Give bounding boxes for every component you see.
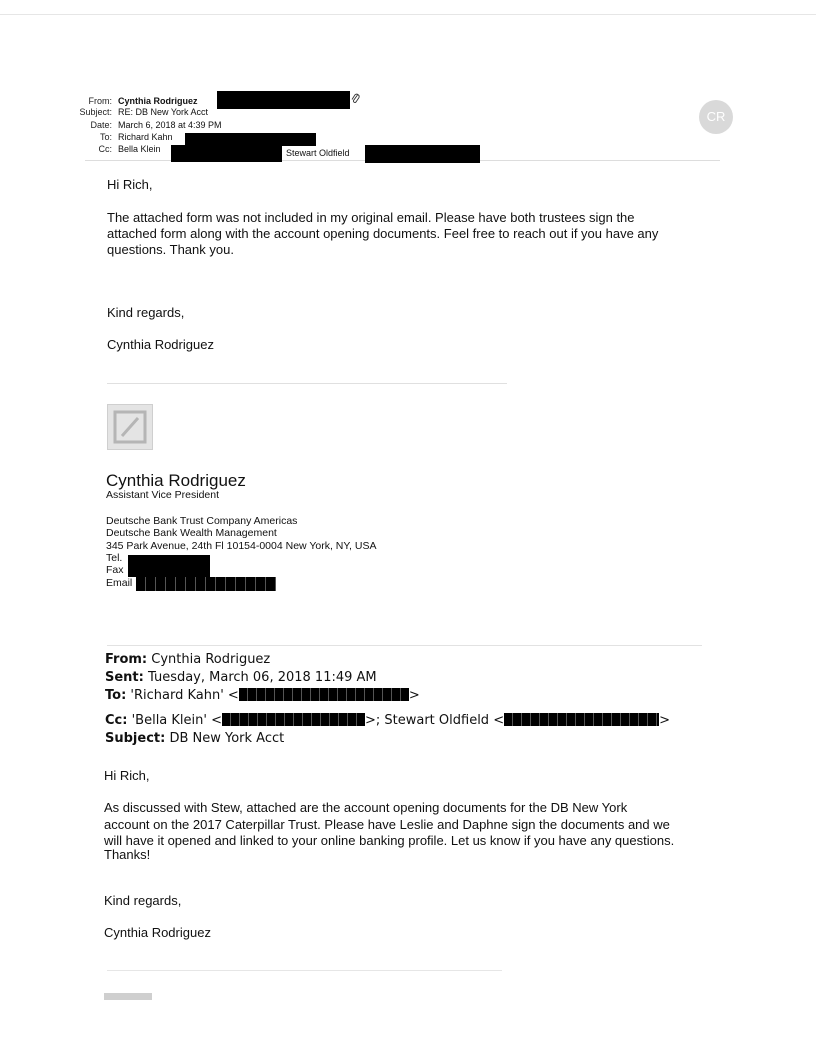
original-cc: Cc: 'Bella Klein' < >; Stewart Oldfield < > xyxy=(105,713,670,728)
original-from: From: Cynthia Rodriguez xyxy=(105,652,271,667)
signature-email-label: Email xyxy=(106,577,133,589)
reply-paragraph-line: questions. Thank you. xyxy=(107,242,234,257)
redaction xyxy=(365,145,480,163)
redaction xyxy=(504,713,659,726)
original-greeting: Hi Rich, xyxy=(104,768,150,783)
redaction xyxy=(128,555,210,577)
from-name: Cynthia Rodriguez xyxy=(118,96,198,106)
from-label: From: xyxy=(88,96,112,106)
original-to: To: 'Richard Kahn' < > xyxy=(105,688,420,703)
redaction xyxy=(217,91,350,109)
original-subject: Subject: DB New York Acct xyxy=(105,731,285,746)
reply-paragraph-line: attached form along with the account opening documents. Feel free to reach out if you have any xyxy=(107,226,659,241)
original-paragraph-line: account on the 2017 Caterpillar Trust. Please have Leslie and Daphne sign the documents and we xyxy=(104,817,670,832)
to-value: Richard Kahn xyxy=(118,132,173,142)
redaction xyxy=(222,713,365,726)
original-closing: Kind regards, xyxy=(104,893,182,908)
logo-fragment xyxy=(104,993,152,1000)
cc-value-1: Bella Klein xyxy=(118,144,161,154)
reply-greeting: Hi Rich, xyxy=(107,177,153,192)
original-paragraph-line: As discussed with Stew, attached are the account opening documents for the DB New York xyxy=(104,800,628,815)
paperclip-icon xyxy=(351,93,360,105)
date-value: March 6, 2018 at 4:39 PM xyxy=(118,120,222,130)
subject-label: Subject: xyxy=(79,107,112,117)
original-divider xyxy=(107,645,702,646)
signature-fax-label: Fax xyxy=(106,564,124,576)
signature-tel-label: Tel. xyxy=(106,552,123,564)
signature-company: Deutsche Bank Wealth Management xyxy=(106,527,277,539)
reply-paragraph-line: The attached form was not included in my original email. Please have both trustees sign the xyxy=(107,210,635,225)
signature-title: Assistant Vice President xyxy=(106,489,220,501)
signature-name: Cynthia Rodriguez xyxy=(106,471,246,490)
redaction xyxy=(136,577,276,591)
reply-name: Cynthia Rodriguez xyxy=(107,337,214,352)
avatar: CR xyxy=(699,100,733,134)
redaction xyxy=(171,145,282,162)
redaction xyxy=(239,688,409,701)
original-paragraph-line: will have it opened and linked to your online banking profile. Let us know if you have any questions. xyxy=(104,833,675,848)
deutsche-bank-logo xyxy=(107,404,153,450)
scan-artifact xyxy=(0,14,816,15)
signature-company: Deutsche Bank Trust Company Americas xyxy=(106,515,298,527)
signature-address: 345 Park Avenue, 24th Fl 10154-0004 New York, NY, USA xyxy=(106,540,377,552)
date-label: Date: xyxy=(90,120,112,130)
subject-value: RE: DB New York Acct xyxy=(118,107,209,117)
to-label: To: xyxy=(99,132,112,142)
footer-divider xyxy=(107,970,502,971)
original-name: Cynthia Rodriguez xyxy=(104,925,211,940)
original-sent: Sent: Tuesday, March 06, 2018 11:49 AM xyxy=(105,670,377,685)
cc-value-2: Stewart Oldfield xyxy=(286,148,350,158)
signature-divider xyxy=(107,383,507,384)
original-paragraph-line: Thanks! xyxy=(104,847,151,862)
cc-label: Cc: xyxy=(98,144,112,154)
reply-closing: Kind regards, xyxy=(107,305,185,320)
